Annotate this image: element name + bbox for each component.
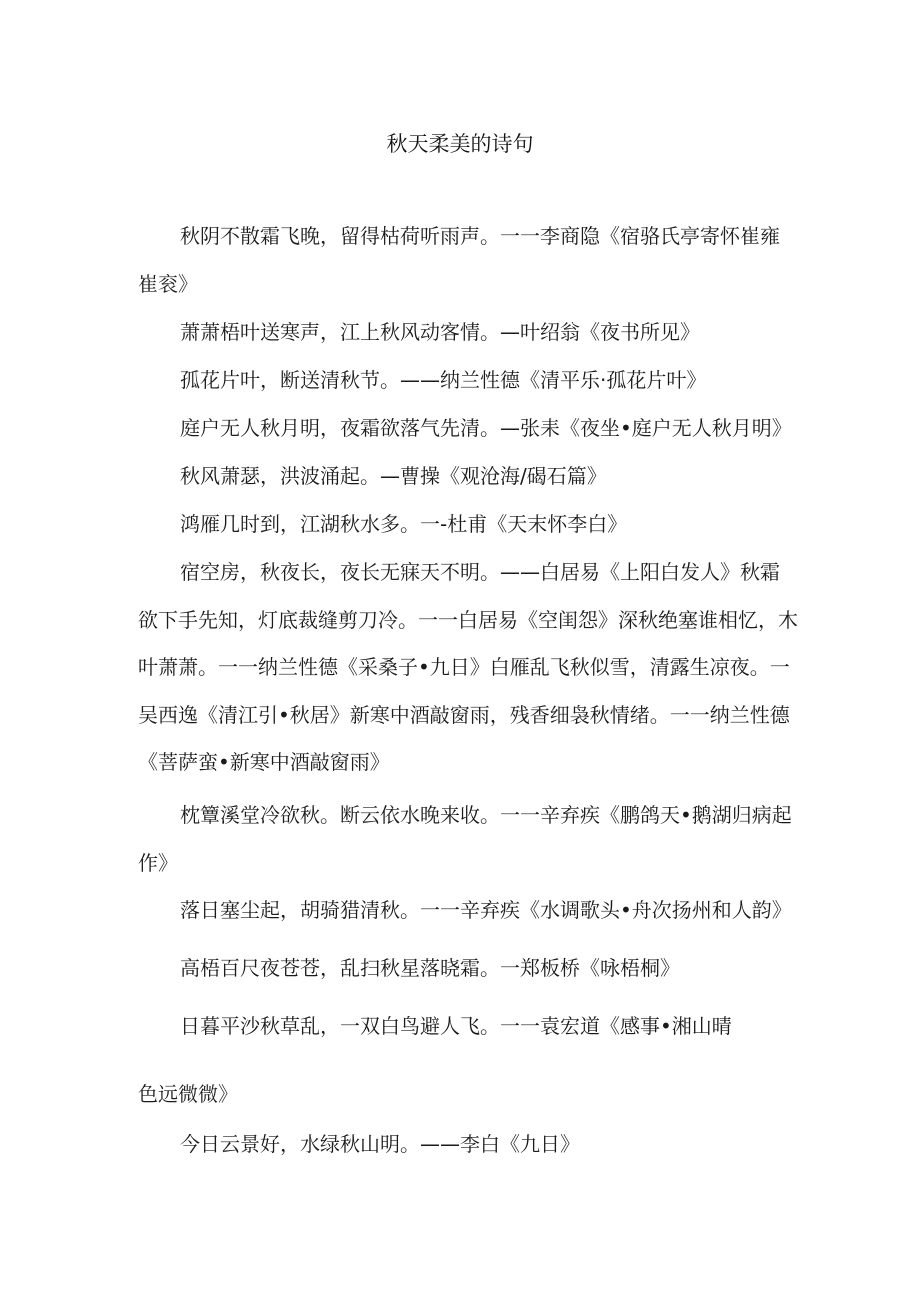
page-title: 秋天柔美的诗句 (386, 132, 534, 156)
poem-paragraph: 秋风萧瑟，洪波涌起。—曹操《观沧海/碣石篇》 (180, 464, 607, 488)
poem-paragraph: 萧萧梧叶送寒声，江上秋风动客情。—叶绍翁《夜书所见》 (180, 320, 700, 344)
poem-paragraph-continuation: 色远微微》 (138, 1082, 238, 1106)
poem-paragraph: 孤花片叶，断送清秋节。——纳兰性德《清平乐·孤花片叶》 (180, 368, 707, 392)
poem-paragraph: 落日塞尘起，胡骑猎清秋。一一辛弃疾《水调歌头•舟次扬州和人韵》 (180, 898, 792, 922)
poem-paragraph: 枕簟溪堂冷欲秋。断云依水晚来收。一一辛弃疾《鹏鸽天•鹅湖归病起作》 (138, 803, 792, 875)
poem-paragraph: 高梧百尺夜苍苍，乱扫秋星落晓霜。一郑板桥《咏梧桐》 (180, 956, 680, 980)
poem-paragraph: 日暮平沙秋草乱，一双白鸟避人飞。一一袁宏道《感事•湘山晴 (180, 1014, 732, 1038)
poem-paragraph: 宿空房，秋夜长，夜长无寐天不明。——白居易《上阳白发人》秋霜欲下手先知，灯底裁缝剪刀冷。一一白居易《空闺怨》深秋绝塞谁相忆，木叶萧萧。一一纳兰性德《采桑子•九日》白雁乱飞秋似雪，清露生凉夜。一吴西逸《清江引•秋居》新寒中酒敲窗雨，残香细袅秋情绪。一一纳兰性德《菩萨蛮•新寒中酒敲窗雨》 (138, 560, 798, 774)
poem-paragraph: 庭户无人秋月明，夜霜欲落气先清。—张耒《夜坐•庭户无人秋月明》 (180, 416, 792, 440)
poem-paragraph: 秋阴不散霜飞晚，留得枯荷听雨声。一一李商隐《宿骆氏亭寄怀崔雍崔衮》 (138, 224, 780, 296)
poem-paragraph: 今日云景好，水绿秋山明。——李白《九日》 (180, 1132, 580, 1156)
poem-paragraph: 鸿雁几时到，江湖秋水多。一-杜甫《天末怀李白》 (180, 512, 628, 536)
